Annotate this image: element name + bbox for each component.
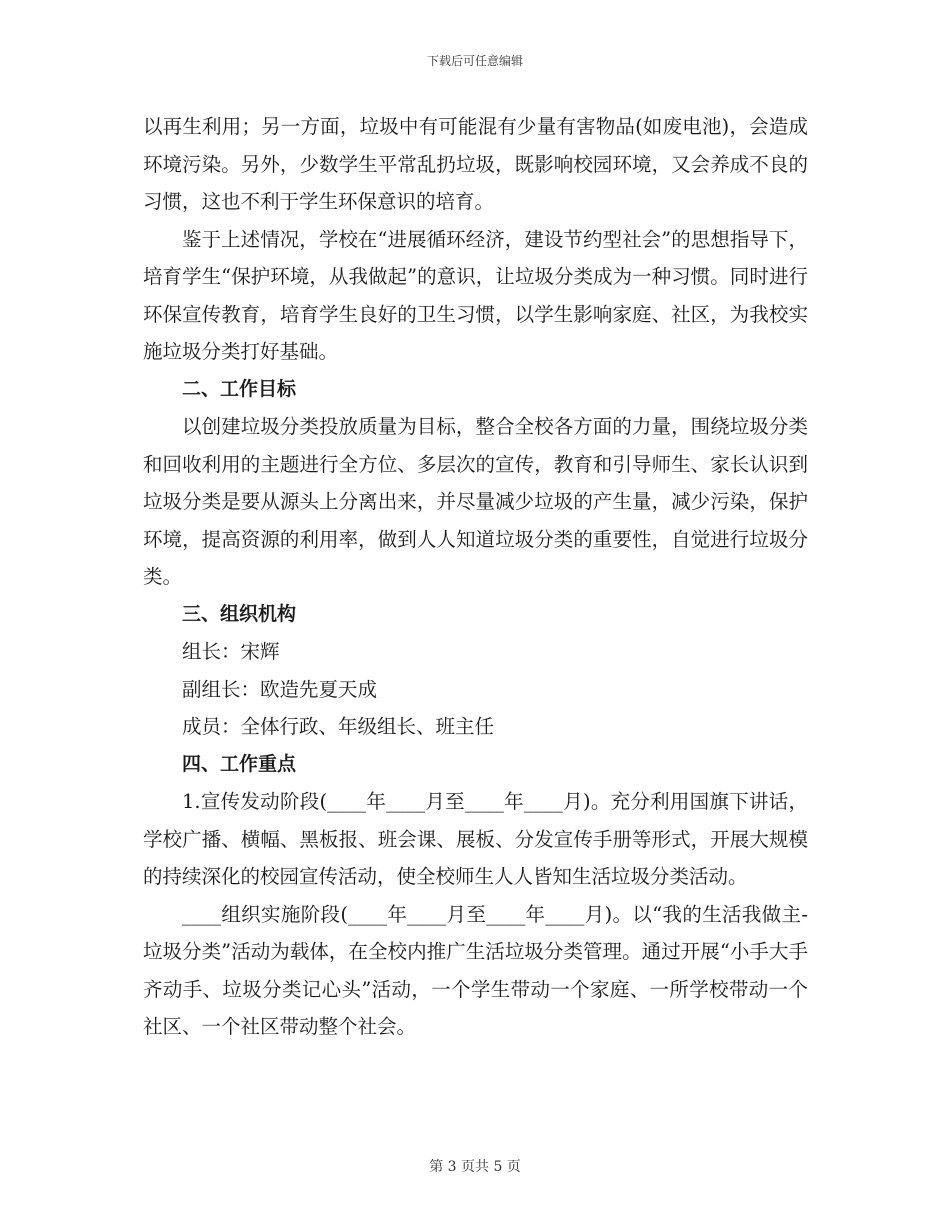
paragraph-background: 鉴于上述情况，学校在“进展循环经济，建设节约型社会”的思想指导下，培育学生“保护环境，从我做起”的意识，让垃圾分类成为一种习惯。同时进行环保宣传教育，培育学生良好的卫生习惯，以学生影响家庭、社区，为我校实施垃圾分类打好基础。: [143, 227, 808, 363]
org-leader: 组长：宋辉: [182, 640, 280, 663]
paragraph-goals: 以创建垃圾分类投放质量为目标，整合全校各方面的力量，围绕垃圾分类和回收利用的主题进行全方位、多层次的宣传，教育和引导师生、家长认识到垃圾分类是要从源头上分离出来，并尽量减少垃圾的产生量，减少污染，保护环境，提高资源的利用率，做到人人知道垃圾分类的重要性，自觉进行垃圾分类。: [143, 415, 808, 588]
paragraph-continuation: 以再生利用；另一方面，垃圾中有可能混有少量有害物品(如废电池)，会造成环境污染。另外，少数学生平常乱扔垃圾，既影响校园环境，又会养成不良的习惯，这也不利于学生环保意识的培育。: [143, 115, 808, 213]
document-body: [143, 108, 808, 1046]
section-heading-key-work: 四、工作重点: [182, 752, 297, 775]
section-heading-organization: 三、组织机构: [182, 602, 297, 625]
section-heading-goals: 二、工作目标: [182, 377, 297, 400]
page-footer: 第 3 页共 5 页: [429, 1159, 521, 1175]
paragraph-implementation-stage: ____组织实施阶段(____年____月至____年____月)。以“我的生活我做主-垃圾分类”活动为载体，在全校内推广生活垃圾分类管理。通过开展“小手大手齐动手、垃圾分类记心头”活动，一个学生带动一个家庭、一所学校带动一个社区、一个社区带动整个社会。: [143, 902, 808, 1038]
org-members: 成员：全体行政、年级组长、班主任: [182, 715, 495, 738]
paragraph-publicity-stage: 1.宣传发动阶段(____年____月至____年____月)。充分利用国旗下讲话，学校广播、横幅、黑板报、班会课、展板、分发宣传手册等形式，开展大规模的持续深化的校园宣传活动，使全校师生人人皆知生活垃圾分类活动。: [143, 790, 808, 888]
page-header: 下载后可任意编辑: [426, 54, 523, 68]
org-deputy-leader: 副组长：欧造先夏天成: [182, 677, 378, 701]
